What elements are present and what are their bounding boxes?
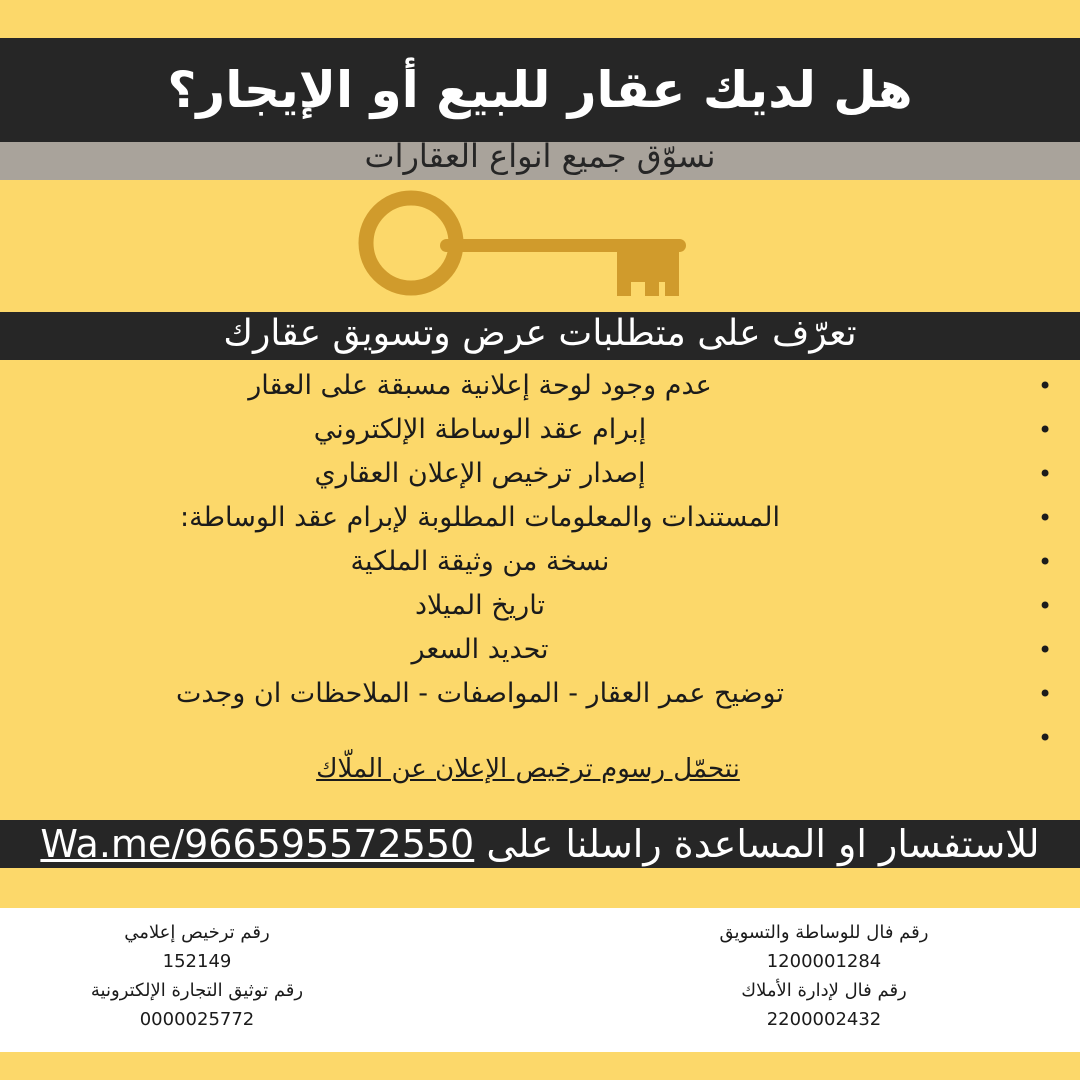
- list-item: • عدم وجود لوحة إعلانية مسبقة على العقار: [0, 364, 1080, 408]
- page-title: هل لديك عقار للبيع أو الإيجار؟: [167, 61, 913, 119]
- bullet-icon: •: [1038, 460, 1053, 488]
- fal-brokerage-label: رقم فال للوساطة والتسويق: [719, 922, 929, 943]
- requirements-banner: [0, 312, 1080, 360]
- fees-note: نتحمّل رسوم ترخيص الإعلان عن الملّاك: [316, 754, 740, 784]
- fal-property-number: 2200002432: [766, 1009, 882, 1030]
- list-item: • توضيح عمر العقار - المواصفات - الملاحظات ان وجدت: [0, 672, 1080, 716]
- footer-licenses-media: [0, 918, 407, 1034]
- bullet-icon: •: [1038, 724, 1053, 752]
- list-item: • تاريخ الميلاد: [0, 584, 1080, 628]
- list-item: • تحديد السعر: [0, 628, 1080, 672]
- ecommerce-number: 0000025772: [139, 1009, 255, 1030]
- fal-brokerage-number: 1200001284: [766, 951, 882, 972]
- bullet-icon: •: [1038, 548, 1053, 576]
- subtitle-banner: [0, 137, 1080, 180]
- contact-text: للاستفسار او المساعدة راسلنا على: [486, 822, 1040, 866]
- fal-property-label: رقم فال لإدارة الأملاك: [741, 980, 907, 1001]
- bullet-icon: •: [1038, 504, 1053, 532]
- bullet-icon: •: [1038, 680, 1053, 708]
- contact-banner: [0, 820, 1080, 868]
- list-item: • إبرام عقد الوساطة الإلكتروني: [0, 408, 1080, 452]
- key-icon: [355, 188, 695, 300]
- list-item: • المستندات والمعلومات المطلوبة لإبرام عقد الوساطة:: [0, 496, 1080, 540]
- title-banner: [0, 38, 1080, 142]
- requirements-list: [0, 364, 1080, 760]
- bullet-icon: •: [1038, 416, 1053, 444]
- list-item: • نسخة من وثيقة الملكية: [0, 540, 1080, 584]
- ecommerce-label: رقم توثيق التجارة الإلكترونية: [90, 980, 304, 1001]
- bullet-icon: •: [1038, 592, 1053, 620]
- list-item: • إصدار ترخيص الإعلان العقاري: [0, 452, 1080, 496]
- media-license-label: رقم ترخيص إعلامي: [124, 922, 270, 943]
- bullet-icon: •: [1038, 636, 1053, 664]
- bullet-icon: •: [1038, 372, 1053, 400]
- contact-line: [40, 822, 1039, 866]
- media-license-number: 152149: [162, 951, 232, 972]
- requirements-title: تعرّف على متطلبات عرض وتسويق عقارك: [223, 312, 857, 354]
- whatsapp-link[interactable]: Wa.me/966595572550: [40, 822, 475, 866]
- subtitle: نسوّق جميع انواع العقارات: [364, 137, 716, 175]
- footer-licenses-fal: [614, 918, 1034, 1034]
